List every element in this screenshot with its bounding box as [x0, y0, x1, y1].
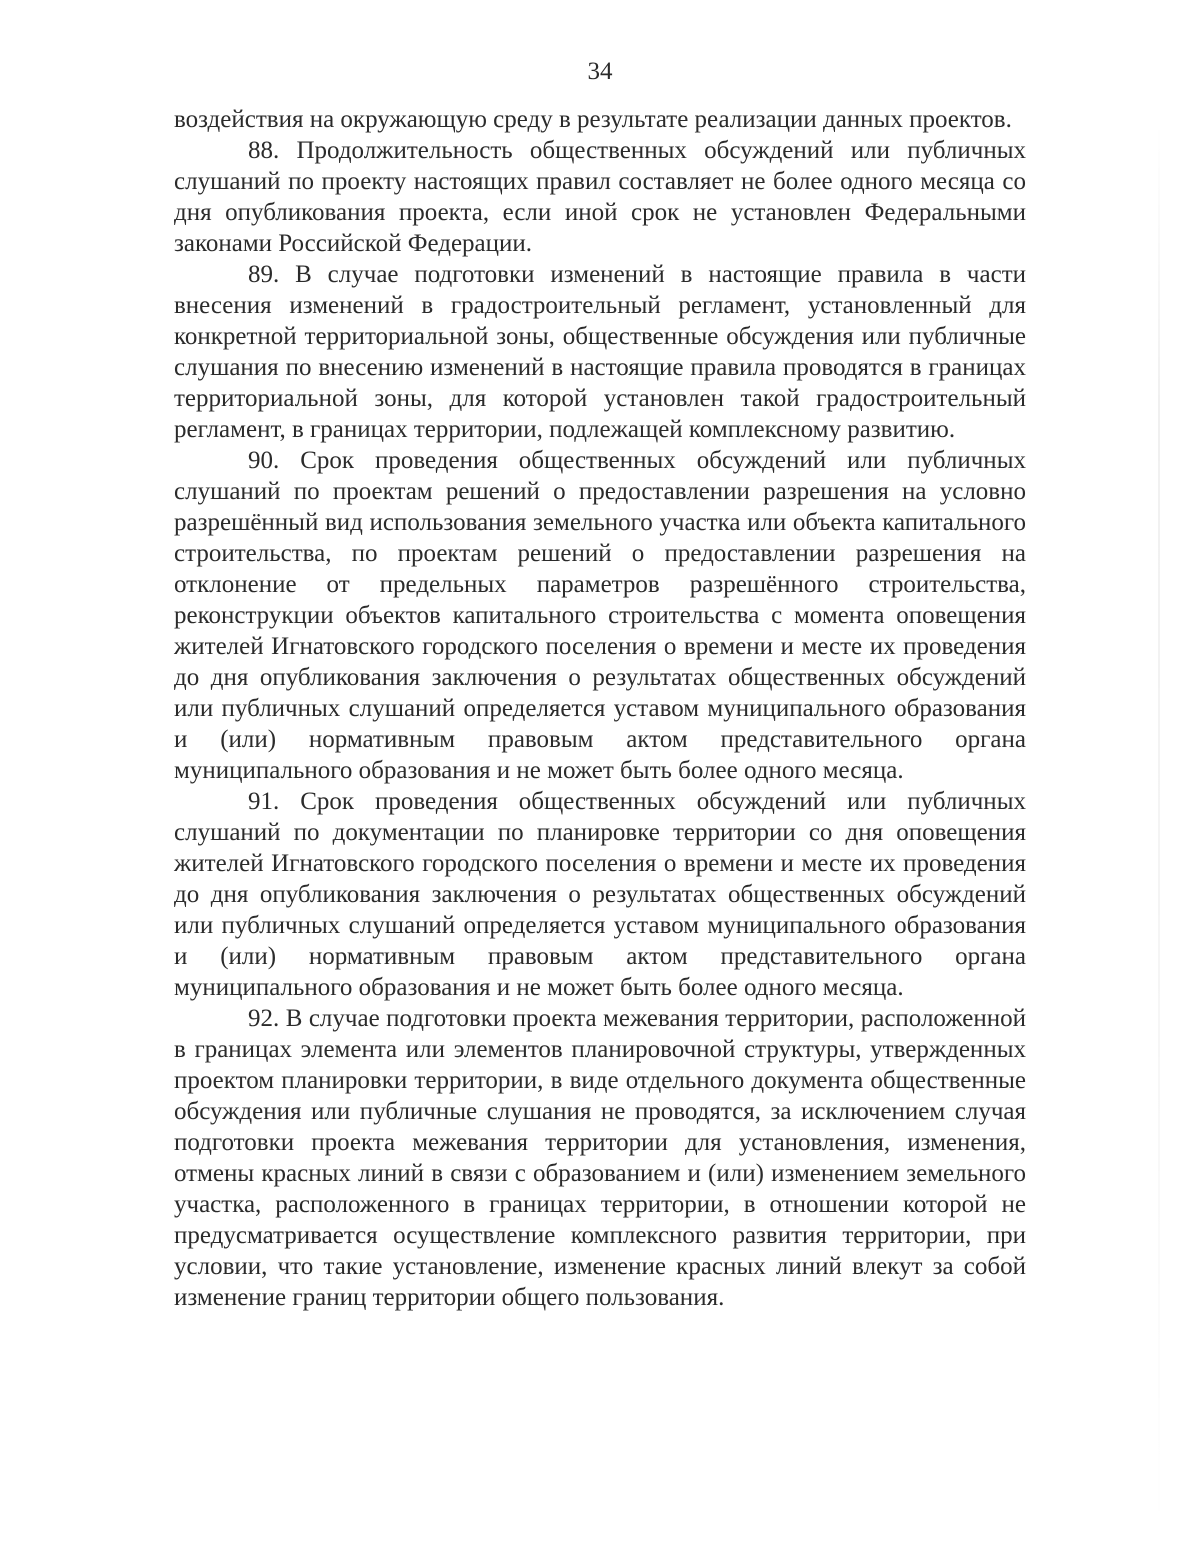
paragraph-91: 91. Срок проведения общественных обсуждений или публичных слушаний по документации по планировке территории со дня оповещения жителей Игнатовского городского поселения о времени и месте их проведения до дня опубликования заключения о результатах общественных обсуждений или публичных слушаний определяется уставом муниципального образования и (или) нормативным правовым актом представительного органа муниципального образования и не может быть более одного месяца.	[174, 788, 1026, 1001]
scan-edge-shadow	[1158, 120, 1160, 1540]
paragraph-88: 88. Продолжительность общественных обсуждений или публичных слушаний по проекту настоящих правил составляет не более одного месяца со дня опубликования проекта, если иной срок не установлен Федеральными законами Российской Федерации.	[174, 137, 1026, 257]
paragraph-89: 89. В случае подготовки изменений в настоящие правила в части внесения изменений в градостроительный регламент, установленный для конкретной территориальной зоны, общественные обсуждения или публичные слушания по внесению изменений в настоящие правила проводятся в границах территориальной зоны, для которой установлен такой градостроительный регламент, в границах территории, подлежащей комплексному развитию.	[174, 261, 1026, 443]
paragraph-92: 92. В случае подготовки проекта межевания территории, расположенной в границах элемента или элементов планировочной структуры, утвержденных проектом планировки территории, в виде отдельного документа общественные обсуждения или публичные слушания не проводятся, за исключением случая подготовки проекта межевания территории для установления, изменения, отмены красных линий в связи с образованием и (или) изменением земельного участка, расположенного в границах территории, в отношении которой не предусматривается осуществление комплексного развития территории, при условии, что такие установление, изменение красных линий влекут за собой изменение границ территории общего пользования.	[174, 1005, 1026, 1311]
page-number: 34	[587, 58, 613, 85]
paragraph-90: 90. Срок проведения общественных обсуждений или публичных слушаний по проектам решений о предоставлении разрешения на условно разрешённый вид использования земельного участка или объекта капитального строительства, по проектам решений о предоставлении разрешения на отклонение от предельных параметров разрешённого строительства, реконструкции объектов капитального строительства с момента оповещения жителей Игнатовского городского поселения о времени и месте их проведения до дня опубликования заключения о результатах общественных обсуждений или публичных слушаний определяется уставом муниципального образования и (или) нормативным правовым актом представительного органа муниципального образования и не может быть более одного месяца.	[174, 447, 1026, 784]
document-body	[174, 104, 1026, 1313]
paragraph-continuation: воздействия на окружающую среду в результате реализации данных проектов.	[174, 106, 1012, 133]
